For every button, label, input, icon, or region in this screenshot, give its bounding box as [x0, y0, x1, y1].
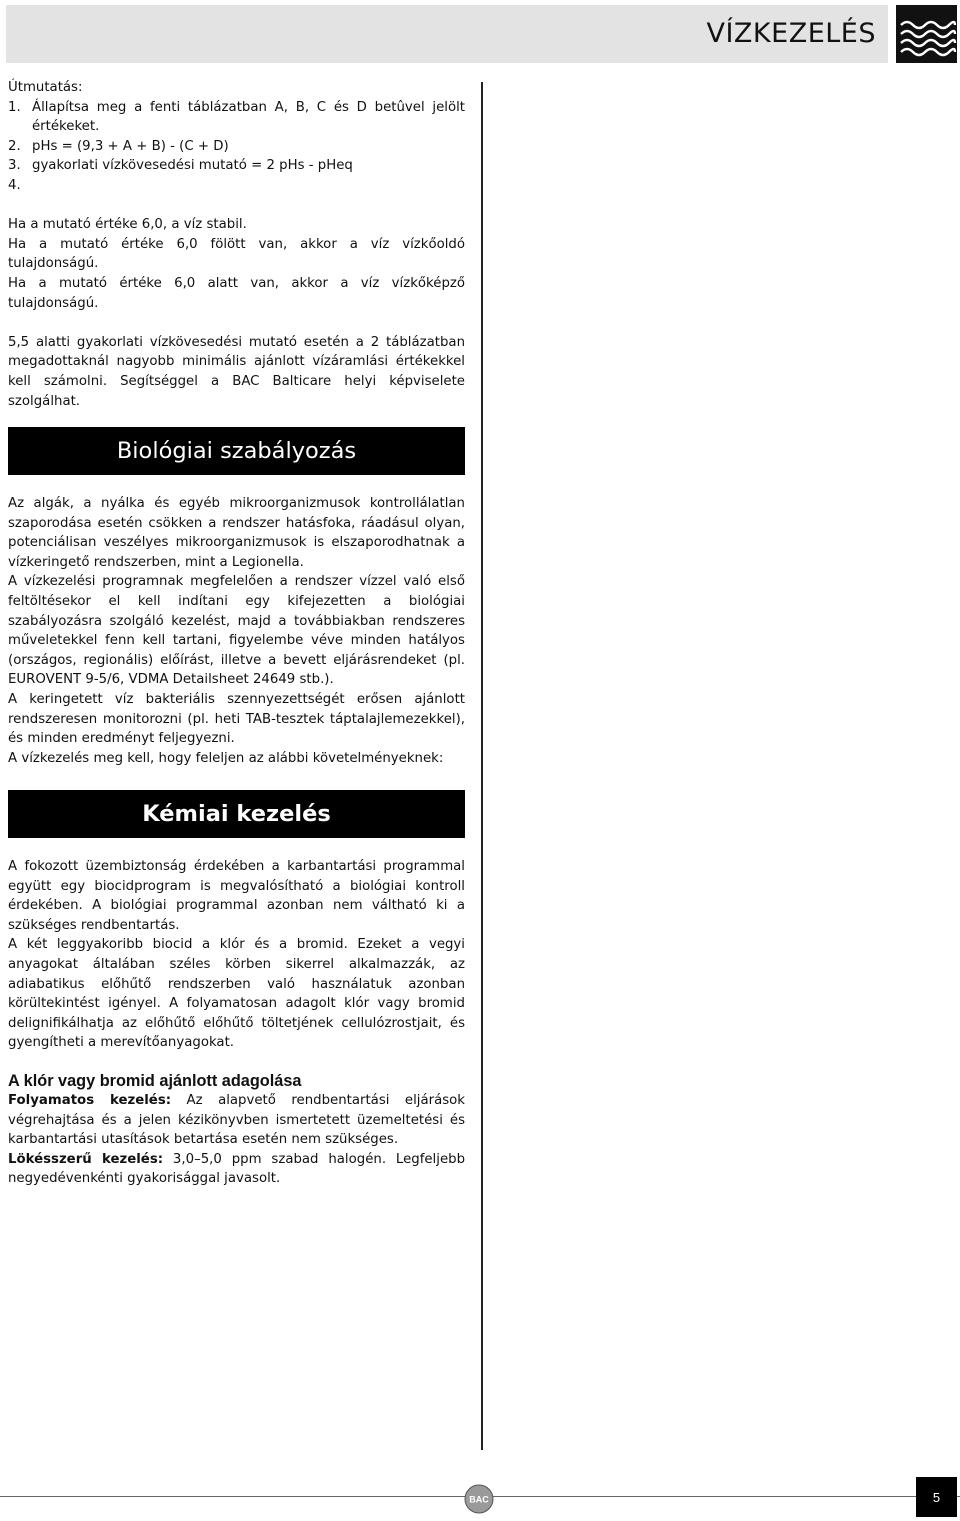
instructions-block [8, 78, 465, 411]
section-title-chem: Kémiai kezelés [8, 790, 465, 838]
bio-paragraph-3: A keringetett víz bakteriális szennyezettségét erősen ajánlott rendszeresen monitorozni (pl. heti TAB-tesztek táptalajlemezekkel), és minden eredményt feljegyezni. [8, 691, 465, 747]
instructions-list [8, 98, 465, 196]
bac-logo-text: BAC [469, 1494, 489, 1505]
list-item-text: pHs = (9,3 + A + B) - (C + D) [32, 138, 229, 154]
chem-block [8, 857, 465, 1053]
list-item [8, 176, 465, 196]
dosing-block [8, 1091, 465, 1189]
continuous-label: Folyamatos kezelés: [8, 1093, 172, 1108]
section-title-bio: Biológiai szabályozás [8, 427, 465, 475]
list-item-number: 4. [8, 177, 21, 193]
below-text: Ha a mutató értéke 6,0 alatt van, akkor a víz vízkőképző tulajdonságú. [8, 275, 465, 311]
waves-icon [896, 5, 957, 63]
column-divider [481, 82, 483, 1450]
shock-text: 3,0–5,0 ppm szabad halogén. Legfeljebb negyedévenkénti gyakorisággal javasolt. [8, 1151, 466, 1187]
shock-label: Lökésszerű kezelés: [8, 1151, 164, 1167]
stable-text: Ha a mutató értéke 6,0, a víz stabil. [8, 217, 247, 233]
list-item-text: Állapítsa meg a fenti táblázatban A, B, C és D betûvel jelölt értékeket. [32, 99, 465, 135]
chem-paragraph-2: A két leggyakoribb biocid a klór és a bromid. Ezeket a vegyi anyagokat általában széles körben sikerrel alkalmazzák, az adiabatikus előhűtő rendszerben való használatuk azonban körültekintést igényel. A folyamatosan adagolt klór vagy bromid delignifikálhatja az előhűtő előhűtő töltetjének cellulózrostjait, és gyengítheti a merevítőanyagokat. [8, 937, 465, 1051]
list-item-number: 2. [8, 138, 21, 154]
list-item-text: gyakorlati vízkövesedési mutató = 2 pHs - pHeq [32, 158, 353, 174]
list-item [8, 156, 465, 176]
list-item [8, 137, 465, 157]
list-item-number: 3. [8, 158, 21, 174]
shock-paragraph [8, 1150, 465, 1189]
list-item [8, 98, 465, 137]
bio-block [8, 494, 465, 768]
chem-paragraph-1: A fokozott üzembiztonság érdekében a karbantartási programmal együtt egy biocidprogram is megvalósítható a biológiai kontroll érdekében. A biológiai programmal azonban nem váltható ki a szükséges rendbentartás. [8, 859, 465, 933]
bio-paragraph-1: Az algák, a nyálka és egyéb mikroorganizmusok kontrollálatlan szaporodása esetén csökken a rendszer hatásfoka, ráadásul olyan, potenciálisan veszélyes mikroorganizmusok is elszaporodhatnak a vízkeringető rendszerben, mint a Legionella. [8, 496, 465, 570]
header-bar [6, 5, 888, 63]
bio-paragraph-2: A vízkezelési programnak megfelelően a rendszer vízzel való első feltöltésekor el kell indítani egy kifejezetten a biológiai szabályozásra szolgáló kezelést, majd a továbbiakban rendszeres műveletekkel fenn kell tartani, figyelembe véve minden hatályos (országos, regionális) előírást, illetve a bevett eljárásrendeket (pl. EUROVENT 9-5/6, VDMA Detailsheet 24649 stb.). [8, 574, 465, 688]
list-item-number: 1. [8, 99, 21, 115]
bac-logo-icon [463, 1483, 495, 1515]
instructions-label: Útmutatás: [8, 80, 83, 95]
page-title: VÍZKEZELÉS [706, 18, 876, 49]
dosing-heading: A klór vagy bromid ajánlott adagolása [8, 1072, 302, 1090]
above-text: Ha a mutató értéke 6,0 fölött van, akkor a víz vízkőoldó tulajdonságú. [8, 236, 465, 272]
continuous-text: Az alapvető rendbentartási eljárások végrehajtása és a jelen kézikönyvben ismertetett üzemeltetési és karbantartási utasítások betartása esetén nem szükséges. [8, 1093, 466, 1148]
continuous-paragraph [8, 1091, 465, 1150]
bio-paragraph-4: A vízkezelés meg kell, hogy feleljen az alábbi követelményeknek: [8, 750, 444, 766]
note-text: 5,5 alatti gyakorlati vízkövesedési mutató esetén a 2 táblázatban megadottaknál nagyobb minimális ajánlott vízáramlási értékekkel kell számolni. Segítséggel a BAC Balticare helyi képviselete szolgálhat. [8, 334, 465, 409]
page-number: 5 [916, 1477, 957, 1517]
